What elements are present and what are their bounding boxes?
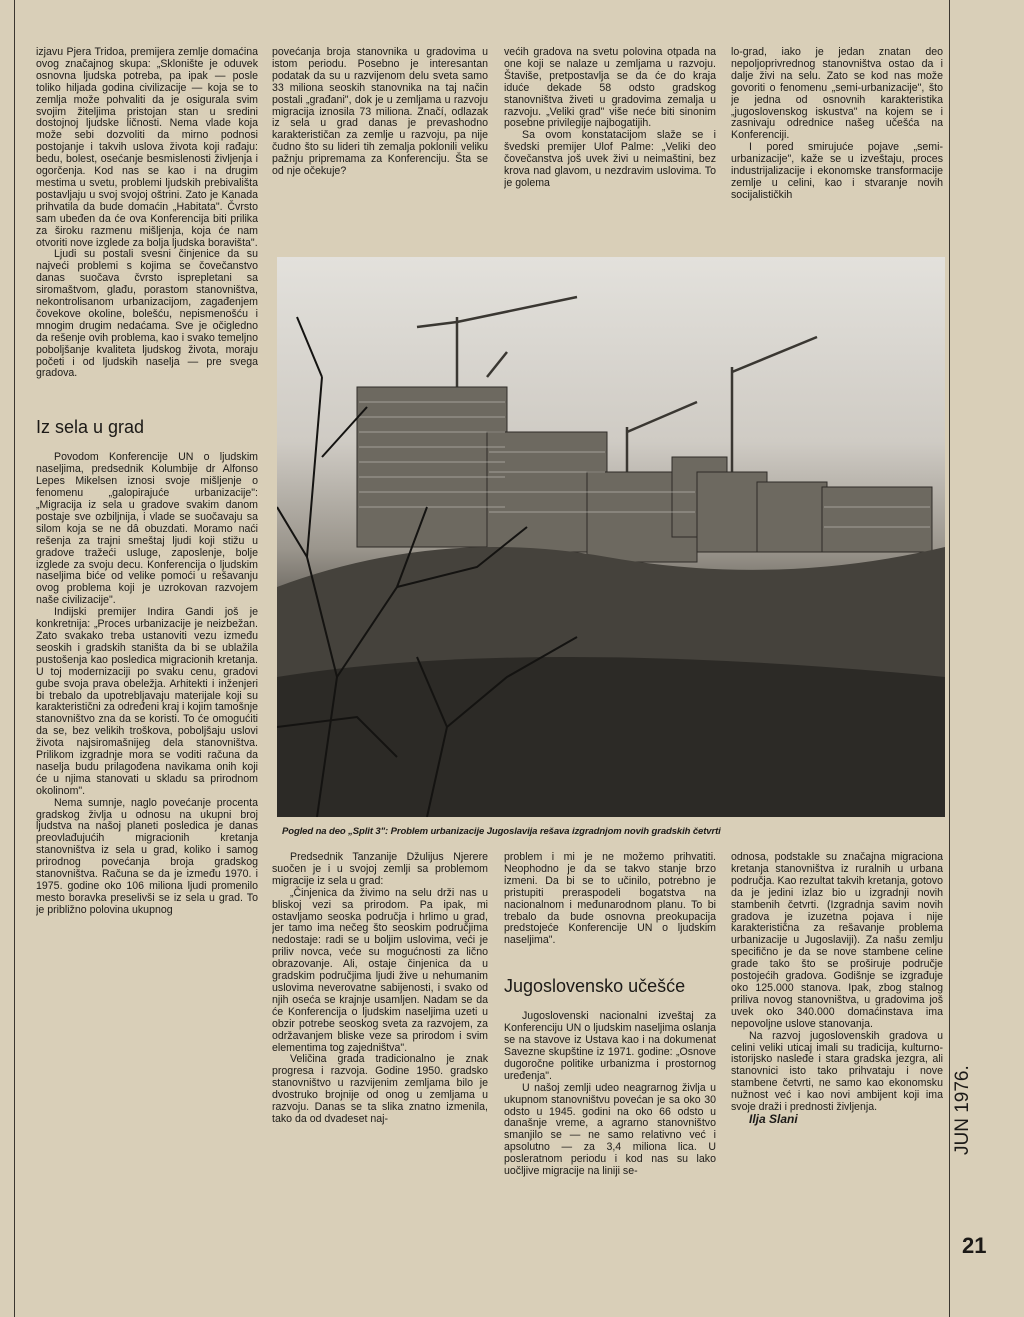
column-4-top bbox=[731, 47, 943, 247]
paragraph: Predsednik Tanzanije Džulijus Njerere suočen je i u svojoj zemlji sa problemom migracije iz sela u grad: bbox=[272, 852, 488, 887]
column-3-bottom bbox=[504, 852, 716, 1262]
column-3-top bbox=[504, 47, 716, 247]
paragraph: Ljudi su postali svesni činjenice da su najveći problemi s kojima se čovečanstvo danas suočava čvrsto isprepletani sa siromaštvom, glađu, porastom stanovništva, nekontrolisanom urbanizacijom, zagađenjem čovekove okoline, bolešću, nepismenošću i mnogim drugim nedaćama. Sve je očigledno da rešenje ovih problema, kao i svako temeljno poboljšanje kvaliteta ljudskog života, moraju početi i od ljudskih naselja — pre svega gradova. bbox=[36, 248, 258, 380]
paragraph: Jugoslovenski nacionalni izveštaj za Konferenciju UN o ljudskim naseljima oslanja se na stavove iz Ustava kao i na dokumenat Savezne skupštine iz 1971. godine: „Osnove dugoročne politike urbanizma i prostornog uređenja". bbox=[504, 1010, 716, 1082]
paragraph: Nema sumnje, naglo povećanje procenta gradskog življa u odnosu na ukupni broj ljudstva na našoj planeti posledica je danas preovlađujućih migracionih kretanja stanovništva iz sela u grad, koliko i samog prirodnog povećanja broja gradskog stanovništva. Računa se da je između 1970. i 1975. godine oko 106 miliona ljudi promenilo mesto boravka preselivši se iz sela u grad. To je približno polovina ukupnog bbox=[36, 796, 258, 916]
column-4-bottom bbox=[731, 852, 943, 1272]
photo-illustration bbox=[277, 257, 945, 817]
paragraph: odnosa, podstakle su značajna migraciona kretanja stanovništva iz ruralnih u urbana područja. Kao rezultat takvih kretanja, gotovo da je jedini izlaz bio u izgradnji novih stambenih četvrti. (Izgradnja savim novih gradova je izuzetna pojava i nije karakteristična za rešavanje problema urbanizacije u Jugoslaviji). Za našu zemlju specifično je da se nove stambene celine grade tako što se proširuje područje postojećih gradova. Godišnje se izgrađuje oko 125.000 stanova. Ipak, zbog stalnog priliva novog stanovništva, u gradovima još uvek oko 340.000 domaćinstava ima nepovoljne uslove stanovanja. bbox=[731, 852, 943, 1030]
paragraph: Indijski premijer Indira Gandi još je konkretnija: „Proces urbanizacije je neizbežan. Zato svakako treba ustanoviti vezu između seoskih i gradskih staništa da bi se ublažila pustošenja kao posledica migracionih kretanja. U toj modernizaciji po svaku cenu, gradovi gube svoja prava obeležja. Arhitekti i inženjeri bi trebalo da upotrebljavaju materijale koji su karakteristični za određeni kraj i kojim tamošnje stanovništvo zna da se koristi. To će omogućiti da se, bez velikih troškova, poboljšaju uslovi života najsiromašnijeg dela stanovništva. Prilikom izgradnje mora se voditi računa da naselja budu prilagođena navikama onih koji će u njima stanovati u skladu sa prirodnom okolinom". bbox=[36, 606, 258, 797]
photo-split-3 bbox=[277, 257, 945, 817]
right-column-rule bbox=[949, 0, 950, 1317]
photo-caption: Pogled na deo „Split 3": Problem urbanizacije Jugoslavija rešava izgradnjom novih gradskih četvrti bbox=[282, 826, 721, 837]
author-signature: Ilja Slani bbox=[749, 1111, 798, 1126]
paragraph: većih gradova na svetu polovina otpada na one koji se nalaze u zemljama u razvoju. Štaviše, pretpostavlja se da će do kraja iduće dekade 58 odsto gradskog stanovništva živeti u gradovima zemalja u razvoju. „Veliki grad" više neće biti sinonim posebne privilegije najbogatijih. bbox=[504, 47, 716, 130]
column-1 bbox=[36, 47, 258, 1257]
paragraph: „Činjenica da živimo na selu drži nas u bliskoj vezi sa prirodom. Pa ipak, mi ostavljamo seoska područja i hrlimo u grad, jer tamo ima nečeg što seoskim područjima nedostaje: radi se u boljim uslovima, veći je priliv novca, veće su mogućnosti za lično obrazovanje. Ali, ostaje činjenica da u gradskim područjima ljudi žive u nehumanim uslovima neverovatne sabijenosti, i svako od njih oseća se krajnje usamljen. Nadam se da će Konferencija o ljudskim naseljima uzeti u obzir potrebe seoskog sveta za razvojem, za održavanjem bliske veze sa prirodom i svim elementima tog zajedništva". bbox=[272, 886, 488, 1054]
left-border-rule bbox=[14, 0, 15, 1317]
paragraph: Sa ovom konstatacijom slaže se i švedski premijer Ulof Palme: „Veliki deo čovečanstva još uvek živi u neimaštini, bez krova nad glavom, u nezdravim uslovima. To je golema bbox=[504, 129, 716, 189]
paragraph: izjavu Pjera Tridoa, premijera zemlje domaćina ovog značajnog skupa: „Sklonište je oduvek osnovna ljudska potreba, pa ipak — posle toliko hiljada godina civilizacije — koja se to zemlja može pohvaliti da je osigurala svim svojim žiteljima pristojan stan u sredini dostojnoj ljudske ličnosti. Nema vlade koja može sebi dozvoliti da mirno podnosi postojanje i takvih uslova života koji rađaju: bedu, bolest, osećanje besmislenosti življenja i ogorčenja. Kod nas se kao i na drugim mestima u svetu, problemi ljudskih prebivališta postavljaju u svoj svojoj oštrini. Zato je Kanada prihvatila da bude domaćin „Habitata". Čvrsto sam ubeđen da će ova Konferencija biti prilika za široku razmenu mišljenja, koja će nam otvoriti nove izglede za bolja ljudska boravišta". bbox=[36, 47, 258, 249]
section-heading: Iz sela u grad bbox=[36, 417, 145, 438]
paragraph: lo-grad, iako je jedan znatan deo nepoljoprivrednog stanovništva ostao da i dalje živi na selu. Zato se kod nas može govoriti o fenomenu „semi-urbanizacije", što je jedna od osnovnih karakteristika „jugoslovenskog iskustva" na kojem se i zasnivaju odrednice našeg učešća na Konferenciji. bbox=[731, 47, 943, 142]
section-heading: Jugoslovensko učešće bbox=[504, 976, 686, 997]
page-number: 21 bbox=[962, 1233, 987, 1258]
paragraph: U našoj zemlji udeo neagrarnog življa u ukupnom stanovništvu povećan je sa oko 30 odsto u 1945. godini na oko 66 odsto u današnje vreme, a agrarno stanovništvo smanjilo se — ne samo relativno već i apsolutno — za 3,4 miliona lica. U posleratnom periodu i kod nas su lako uočljive migracije na liniji se- bbox=[504, 1081, 716, 1178]
paragraph: Veličina grada tradicionalno je znak progresa i razvoja. Godine 1950. gradsko stanovništvo u razvijenim zemljama bilo je dvostruko brojnije od onog u zemljama u razvoju. Danas se ta slika znatno izmenila, tako da od dvadeset naj- bbox=[272, 1053, 488, 1125]
paragraph: Povodom Konferencije UN o ljudskim naseljima, predsednik Kolumbije dr Alfonso Lepes Mikelsen iznosi svoje mišljenje o fenomenu „galopirajuće urbanizacije": „Migracija iz sela u gradove svakim danom postaje sve ozbiljnija, i vlade se suočavaju sa silom koja se ne dâ obuzdati. Moramo naći rešenja za trajni smeštaj ljudi koji stižu u gradove tražeći usluge, zaposlenje, bolje izglede za svoju decu. Konferencija o ljudskim naseljima biće od velike pomoći u rešavanju ovog problema koji je uzrokovan razvojem naše civilizacije". bbox=[36, 451, 258, 607]
column-2-top bbox=[272, 47, 488, 247]
paragraph: problem i mi je ne možemo prihvatiti. Neophodno je da se takvo stanje brzo izmeni. Da bi se to učinilo, potrebno je pristupiti preraspodeli bogatstva na nacionalnom i međunarodnom planu. To bi trebalo da bude osnovna preokupacija predstojeće Konferencije UN o ljudskim naseljima". bbox=[504, 852, 716, 947]
paragraph: povećanja broja stanovnika u gradovima u istom periodu. Posebno je interesantan podatak da su u razvijenom delu sveta samo 33 miliona seoskih stanovnika na taj način postali „građani", dok je u zemljama u razvoju migracija iznosila 73 miliona. Značí, odlazak iz sela u grad danas je prevashodno karakterističan za zemlje u razvoju, pa nije čudno što su lideri tih zemalja poklonili veliku pažnju pripremama za Konferenciju. Šta se od nje očekuje? bbox=[272, 47, 488, 178]
issue-date: JUN 1976. bbox=[952, 1065, 973, 1155]
column-2-bottom bbox=[272, 852, 488, 1262]
paragraph: Na razvoj jugoslovenskih gradova u celini veliki uticaj imali su tradicija, kulturno-istorijsko nasleđe i stara gradska jezgra, ali stanovnici isto tako prihvataju i nove stambene četvrti, ne samo kao ekonomsku nužnost već i kao novi ambijent koji ima svoje draži i prednosti življenja. bbox=[731, 1029, 943, 1114]
paragraph: I pored smirujuće pojave „semi-urbanizacije", kaže se u izveštaju, proces industrijalizacije i ekonomske transformacije zemlje u celini, kao i stvaranje novih socijalističkih bbox=[731, 141, 943, 201]
